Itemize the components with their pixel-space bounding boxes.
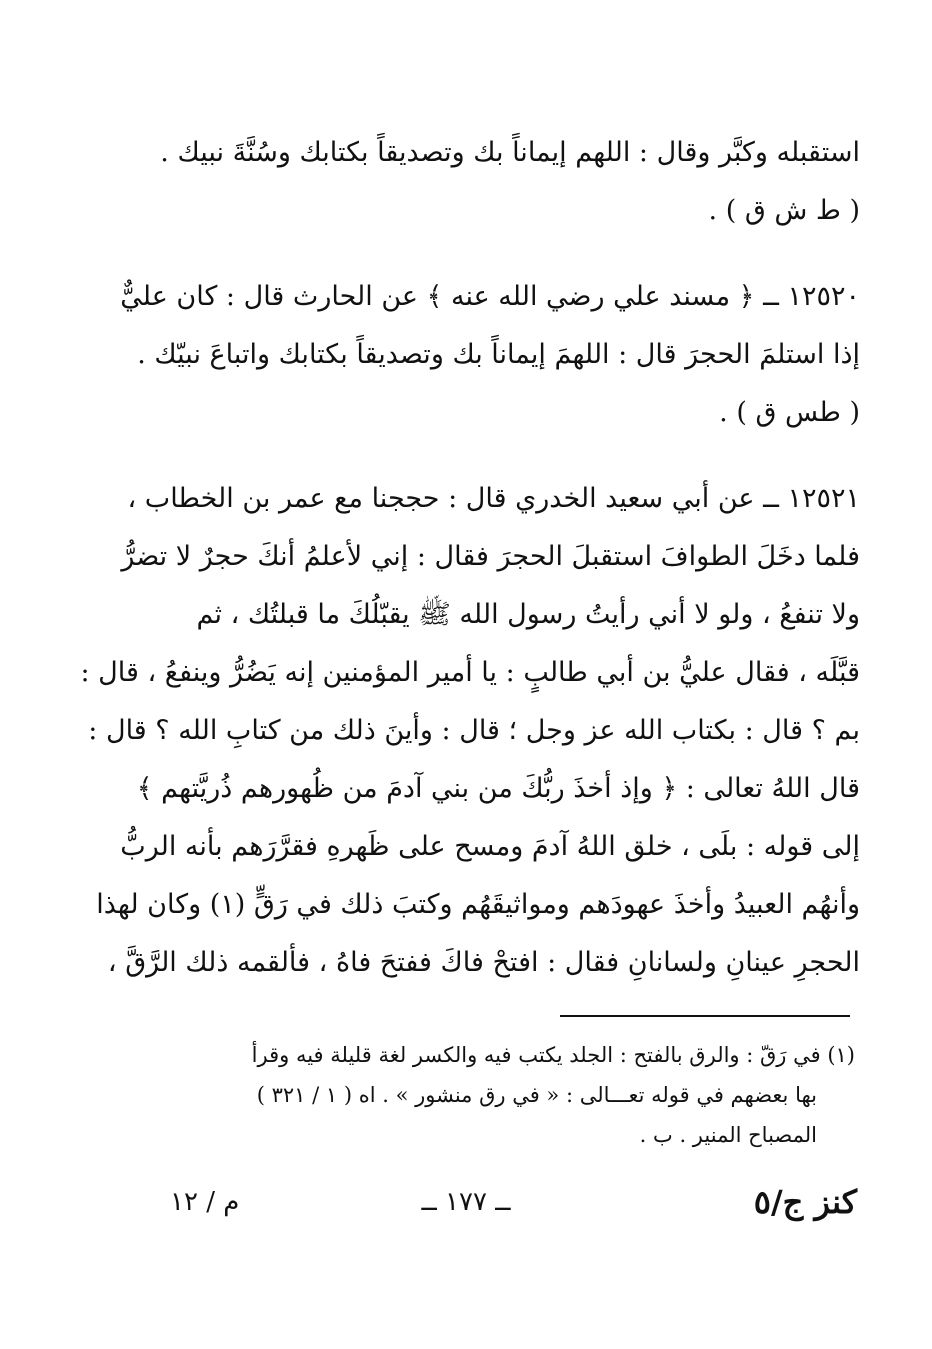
- printer-signature: م / ١٢: [170, 1187, 240, 1217]
- footnote: [150, 1035, 855, 1155]
- text-line: استقبله وكبَّر وقال : اللهم إيماناً بك وتصديقاً بكتابك وسُنَّةَ نبيك .: [160, 137, 860, 168]
- source-reference: ( ط ش ق ) .: [708, 195, 860, 226]
- footnote-divider: [560, 1015, 850, 1017]
- text-line: إلى قوله : بلَى ، خلق اللهُ آدمَ ومسح على ظَهرهِ فقرَّرَهم بأنه الربُّ: [120, 831, 860, 862]
- page-number: ــ ١٧٧ ــ: [421, 1187, 511, 1217]
- book-signature-mark: كنز ج/٥: [753, 1183, 857, 1221]
- text-line: فلما دخَلَ الطوافَ استقبلَ الحجرَ فقال : إني لأعلمُ أنكَ حجرٌ لا تضرُّ: [121, 541, 860, 572]
- text-line: قبَّلَه ، فقال عليُّ بن أبي طالبٍ : يا أمير المؤمنين إنه يَضُرُّ وينفعُ ، قال :: [80, 657, 860, 688]
- text-line: ولا تنفعُ ، ولو لا أني رأيتُ رسول الله ﷺ يقبّلُكَ ما قبلتُك ، ثم: [196, 599, 860, 630]
- paragraph-continuation: [155, 124, 860, 240]
- text-line: ١٢٥٢٠ ــ ﴿ مسند علي رضي الله عنه ﴾ عن الحارث قال : كان عليٌّ: [120, 281, 860, 312]
- hadith-12520: [120, 268, 860, 442]
- text-line: ١٢٥٢١ ــ عن أبي سعيد الخدري قال : حججنا مع عمر بن الخطاب ،: [127, 483, 860, 514]
- text-line: الحجرِ عينانِ ولسانانِ فقال : افتحْ فاكَ ففتحَ فاهُ ، فألقمه ذلك الرَّقَّ ،: [107, 947, 860, 978]
- source-reference: ( طس ق ) .: [719, 397, 860, 428]
- hadith-12521: [80, 470, 860, 992]
- text-line: إذا استلمَ الحجرَ قال : اللهمَ إيماناً بك وتصديقاً بكتابك واتباعَ نبيّك .: [137, 339, 860, 370]
- text-line: وأنهُم العبيدُ وأخذَ عهودَهم ومواثيقَهُم وكتبَ ذلك في رَقٍّ (١) وكان لهذا: [96, 889, 860, 920]
- text-line: بم ؟ قال : بكتاب الله عز وجل ؛ قال : وأينَ ذلك من كتابِ الله ؟ قال :: [88, 715, 860, 746]
- text-line: قال اللهُ تعالى : ﴿ وإذ أخذَ ربُّكَ من بني آدمَ من ظُهورهم ذُريَّتهم ﴾: [136, 773, 860, 804]
- footnote-line: (١) في رَقّ : والرق بالفتح : الجلد يكتب فيه والكسر لغة قليلة فيه وقرأ: [251, 1043, 855, 1067]
- footnote-line: المصباح المنير . ب .: [639, 1123, 817, 1147]
- footnote-line: بها بعضهم في قوله تعـــالى : « في رق منشور » . اه ( ١ / ٣٢١ ): [256, 1083, 817, 1107]
